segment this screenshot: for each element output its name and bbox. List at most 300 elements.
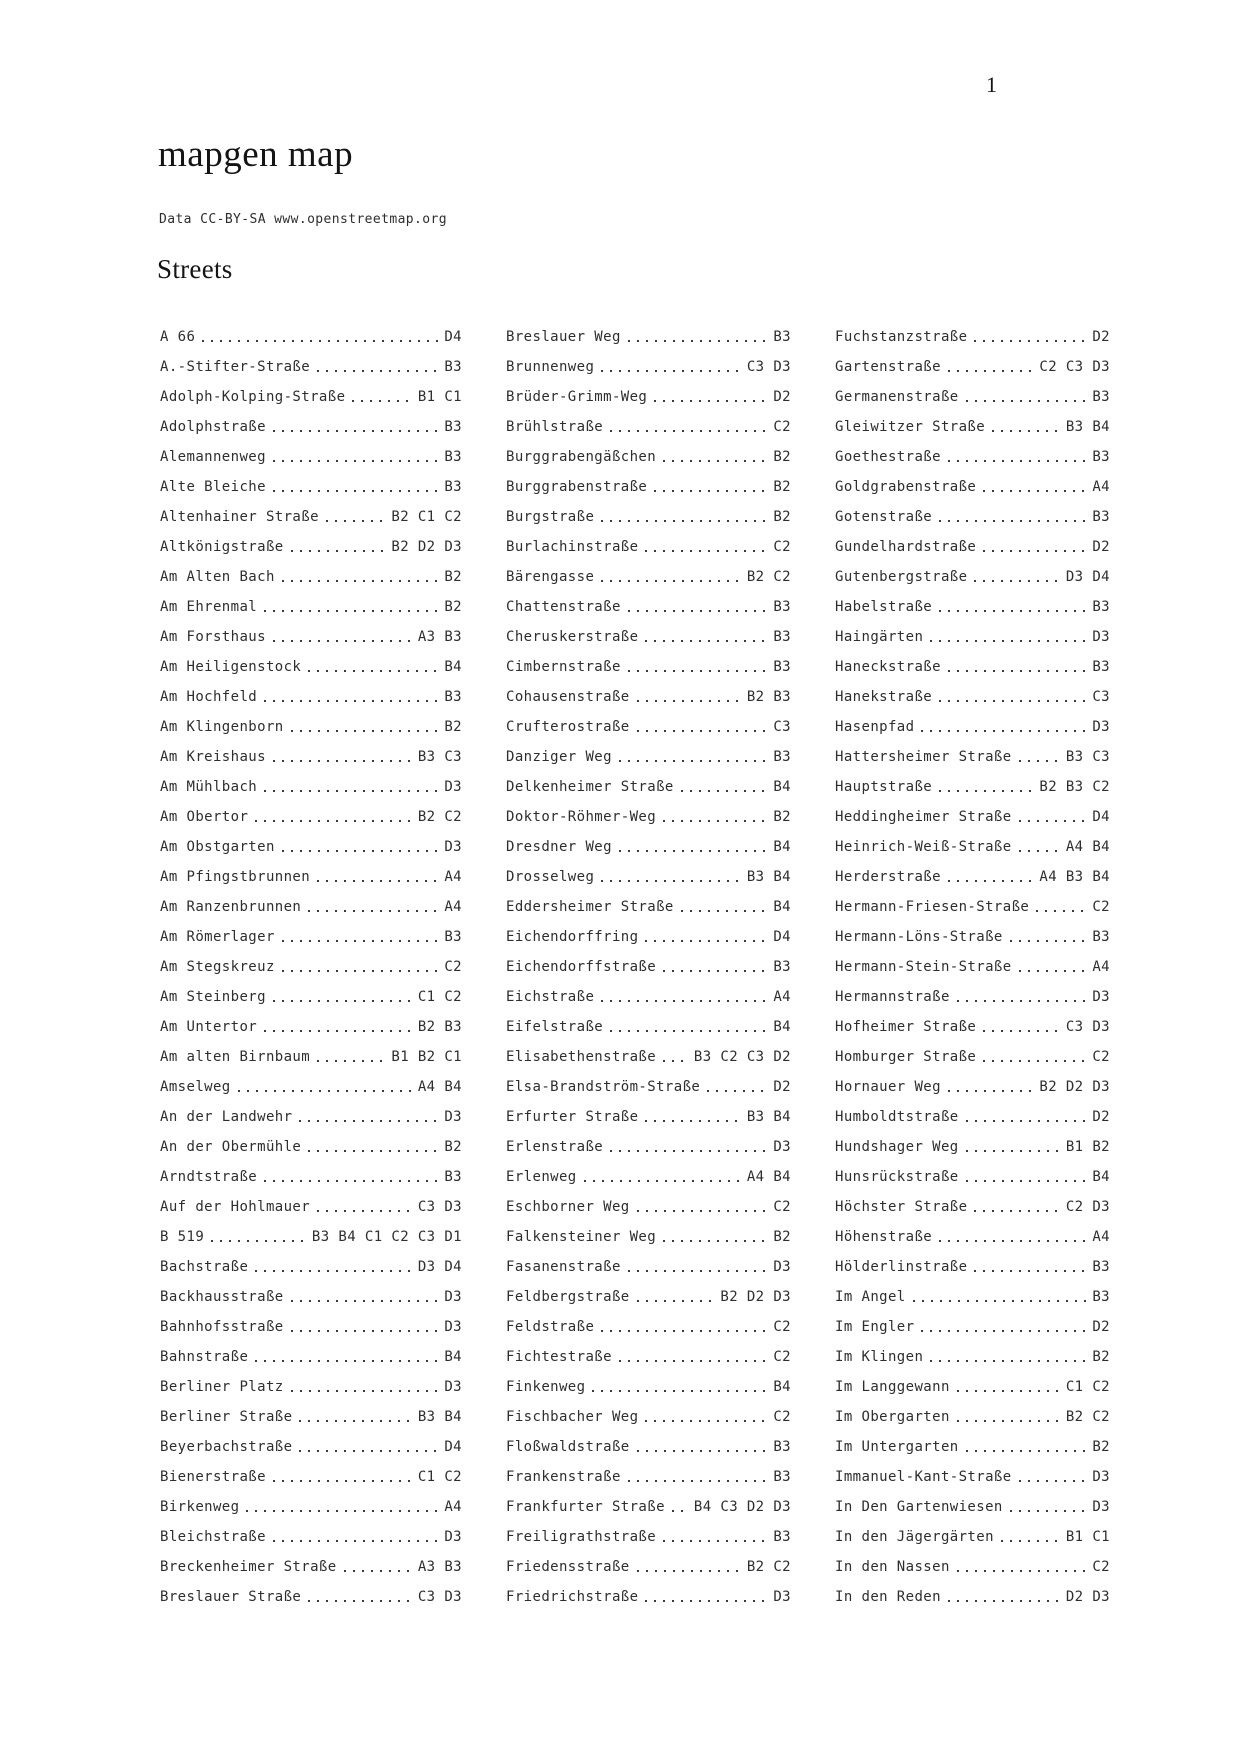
grid-ref: C2 D3: [1065, 1199, 1110, 1215]
street-row: [160, 1312, 462, 1342]
dot-leader: [930, 1360, 1088, 1362]
street-name: Hornauer Weg: [835, 1079, 941, 1095]
street-row: [835, 1342, 1110, 1372]
grid-ref: D4: [444, 1439, 462, 1455]
street-row: [506, 1342, 791, 1372]
street-row: [160, 1252, 462, 1282]
grid-ref: B4: [773, 899, 791, 915]
grid-ref: D3 D4: [417, 1259, 462, 1275]
grid-ref: B3: [773, 629, 791, 645]
dot-leader: [913, 1300, 1089, 1302]
street-name: Am Kreishaus: [160, 749, 266, 765]
dot-leader: [264, 790, 440, 792]
street-row: [506, 952, 791, 982]
street-row: [506, 1432, 791, 1462]
dot-leader: [273, 1000, 414, 1002]
dot-leader: [299, 1120, 440, 1122]
grid-ref: A4: [1092, 1229, 1110, 1245]
dot-leader: [663, 970, 769, 972]
grid-ref: B2: [773, 809, 791, 825]
street-name: Hasenpfad: [835, 719, 915, 735]
street-row: [160, 802, 462, 832]
grid-ref: B2 D2 D3: [1039, 1079, 1110, 1095]
street-row: [160, 982, 462, 1012]
grid-ref: B1 B2 C1: [391, 1049, 462, 1065]
grid-ref: B3: [1092, 599, 1110, 615]
street-row: [835, 1192, 1110, 1222]
street-row: [160, 382, 462, 412]
grid-ref: B3 B4: [1065, 419, 1110, 435]
grid-ref: C3: [1092, 689, 1110, 705]
street-name: Goldgrabenstraße: [835, 479, 977, 495]
street-row: [835, 862, 1110, 892]
street-row: [506, 832, 791, 862]
street-row: [835, 1162, 1110, 1192]
grid-ref: C2: [1092, 1049, 1110, 1065]
grid-ref: B3: [773, 1439, 791, 1455]
street-row: [506, 1132, 791, 1162]
street-name: Haneckstraße: [835, 659, 941, 675]
dot-leader: [610, 1030, 769, 1032]
grid-ref: D3: [444, 779, 462, 795]
street-name: Im Obergarten: [835, 1409, 950, 1425]
street-row: [160, 712, 462, 742]
street-name: Bleichstraße: [160, 1529, 266, 1545]
street-row: [506, 982, 791, 1012]
dot-leader: [645, 640, 769, 642]
street-row: [835, 382, 1110, 412]
dot-leader: [948, 1600, 1062, 1602]
grid-ref: B3: [1092, 509, 1110, 525]
street-name: Cohausenstraße: [506, 689, 630, 705]
street-row: [835, 1222, 1110, 1252]
grid-ref: B3 C3: [1065, 749, 1110, 765]
grid-ref: B3: [1092, 1289, 1110, 1305]
street-row: [506, 412, 791, 442]
street-row: [160, 892, 462, 922]
grid-ref: D3 D4: [1065, 569, 1110, 585]
dot-leader: [654, 490, 769, 492]
grid-ref: B3: [1092, 659, 1110, 675]
grid-ref: D4: [1092, 809, 1110, 825]
grid-ref: B4: [773, 839, 791, 855]
street-row: [160, 952, 462, 982]
street-name: In den Nassen: [835, 1559, 950, 1575]
street-row: [835, 1402, 1110, 1432]
grid-ref: B4 C3 D2 D3: [693, 1499, 791, 1515]
grid-ref: B3 B4: [746, 1109, 791, 1125]
dot-leader: [974, 1270, 1088, 1272]
street-row: [160, 832, 462, 862]
dot-leader: [948, 370, 1035, 372]
street-name: Auf der Hohlmauer: [160, 1199, 311, 1215]
street-name: Goethestraße: [835, 449, 941, 465]
street-row: [506, 1192, 791, 1222]
street-name: Gundelhardstraße: [835, 539, 977, 555]
street-name: B 519: [160, 1229, 205, 1245]
grid-ref: D3: [444, 1289, 462, 1305]
street-name: Gartenstraße: [835, 359, 941, 375]
dot-leader: [291, 730, 441, 732]
dot-leader: [308, 910, 440, 912]
dot-leader: [291, 1390, 441, 1392]
street-name: Eschborner Weg: [506, 1199, 630, 1215]
street-name: Burggrabenstraße: [506, 479, 648, 495]
street-row: [835, 412, 1110, 442]
street-row: [160, 1552, 462, 1582]
grid-ref: B3: [1092, 1259, 1110, 1275]
street-name: Am Mühlbach: [160, 779, 258, 795]
dot-leader: [957, 1570, 1089, 1572]
street-row: [835, 562, 1110, 592]
data-credit-line: Data CC-BY-SA www.openstreetmap.org: [159, 212, 447, 227]
grid-ref: B3 B4 C1 C2 C3 D1: [311, 1229, 462, 1245]
grid-ref: B3: [1092, 449, 1110, 465]
street-name: Dresdner Weg: [506, 839, 612, 855]
grid-ref: C3 D3: [417, 1199, 462, 1215]
street-row: [506, 1402, 791, 1432]
street-row: [160, 412, 462, 442]
grid-ref: C3 D3: [1065, 1019, 1110, 1035]
street-row: [835, 622, 1110, 652]
street-row: [160, 1462, 462, 1492]
street-row: [160, 682, 462, 712]
grid-ref: D3: [444, 1319, 462, 1335]
dot-leader: [601, 880, 743, 882]
dot-leader: [610, 430, 769, 432]
grid-ref: C2: [773, 1409, 791, 1425]
grid-ref: C2 C3 D3: [1039, 359, 1110, 375]
street-name: Floßwaldstraße: [506, 1439, 630, 1455]
street-name: Erfurter Straße: [506, 1109, 639, 1125]
grid-ref: B3: [444, 479, 462, 495]
street-name: Birkenweg: [160, 1499, 240, 1515]
dot-leader: [707, 1090, 769, 1092]
street-row: [835, 922, 1110, 952]
grid-ref: D2: [1092, 539, 1110, 555]
street-name: Am Alten Bach: [160, 569, 275, 585]
street-row: [835, 502, 1110, 532]
grid-ref: C2: [1092, 1559, 1110, 1575]
dot-leader: [255, 1360, 440, 1362]
grid-ref: B2 B3: [417, 1019, 462, 1035]
dot-leader: [948, 460, 1088, 462]
grid-ref: B3: [444, 689, 462, 705]
street-row: [835, 742, 1110, 772]
dot-leader: [681, 790, 770, 792]
street-name: Breslauer Straße: [160, 1589, 302, 1605]
streets-section-heading: Streets: [157, 254, 233, 284]
street-name: Bahnstraße: [160, 1349, 249, 1365]
dot-leader: [211, 1240, 308, 1242]
grid-ref: A4: [1092, 959, 1110, 975]
dot-leader: [983, 550, 1088, 552]
grid-ref: B3: [773, 659, 791, 675]
dot-leader: [992, 430, 1062, 432]
grid-ref: B1 B2: [1065, 1139, 1110, 1155]
street-row: [506, 1552, 791, 1582]
dot-leader: [974, 340, 1088, 342]
dot-leader: [645, 550, 769, 552]
street-name: Habelstraße: [835, 599, 933, 615]
street-row: [160, 562, 462, 592]
grid-ref: B3: [773, 749, 791, 765]
street-row: [506, 472, 791, 502]
grid-ref: B3 C3: [417, 749, 462, 765]
street-name: Hermannstraße: [835, 989, 950, 1005]
dot-leader: [299, 1420, 413, 1422]
street-row: [506, 1072, 791, 1102]
street-name: Berliner Platz: [160, 1379, 284, 1395]
dot-leader: [1019, 820, 1089, 822]
dot-leader: [637, 700, 743, 702]
grid-ref: B3 B4: [417, 1409, 462, 1425]
grid-ref: B2 C2: [746, 569, 791, 585]
street-row: [835, 1582, 1110, 1612]
street-name: Friedensstraße: [506, 1559, 630, 1575]
street-row: [160, 1102, 462, 1132]
grid-ref: A4 B3 B4: [1039, 869, 1110, 885]
street-row: [506, 1522, 791, 1552]
dot-leader: [628, 1270, 770, 1272]
dot-leader: [645, 1600, 769, 1602]
street-row: [835, 592, 1110, 622]
street-name: Frankenstraße: [506, 1469, 621, 1485]
street-row: [160, 1132, 462, 1162]
street-name: Am Hochfeld: [160, 689, 258, 705]
dot-leader: [273, 460, 440, 462]
street-row: [160, 472, 462, 502]
dot-leader: [966, 400, 1089, 402]
grid-ref: C2: [444, 959, 462, 975]
street-name: A.-Stifter-Straße: [160, 359, 311, 375]
grid-ref: B2: [444, 1139, 462, 1155]
dot-leader: [672, 1510, 690, 1512]
grid-ref: B2 C2: [746, 1559, 791, 1575]
grid-ref: B3: [773, 1529, 791, 1545]
dot-leader: [1010, 1510, 1089, 1512]
dot-leader: [645, 940, 769, 942]
grid-ref: B2: [1092, 1349, 1110, 1365]
grid-ref: D3: [444, 839, 462, 855]
street-row: [506, 1222, 791, 1252]
street-row: [506, 1312, 791, 1342]
grid-ref: C2: [773, 1199, 791, 1215]
street-name: Eddersheimer Straße: [506, 899, 674, 915]
dot-leader: [291, 1330, 441, 1332]
street-name: Altenhainer Straße: [160, 509, 319, 525]
grid-ref: C3 D3: [417, 1589, 462, 1605]
dot-leader: [983, 1060, 1088, 1062]
street-row: [835, 1102, 1110, 1132]
grid-ref: B3: [773, 1469, 791, 1485]
street-row: [506, 922, 791, 952]
grid-ref: A4 B4: [1065, 839, 1110, 855]
street-name: Am alten Birnbaum: [160, 1049, 311, 1065]
grid-ref: A4 B4: [417, 1079, 462, 1095]
dot-leader: [637, 1300, 717, 1302]
dot-leader: [1019, 1480, 1089, 1482]
street-index-column-3: [835, 322, 1110, 1612]
dot-leader: [654, 400, 769, 402]
street-name: In den Jägergärten: [835, 1529, 994, 1545]
grid-ref: B4: [444, 659, 462, 675]
dot-leader: [291, 1300, 441, 1302]
dot-leader: [983, 1030, 1062, 1032]
street-row: [160, 442, 462, 472]
street-name: Am Untertor: [160, 1019, 258, 1035]
grid-ref: B2: [444, 719, 462, 735]
dot-leader: [273, 1540, 440, 1542]
street-row: [835, 832, 1110, 862]
dot-leader: [317, 1210, 414, 1212]
grid-ref: D3: [1092, 1499, 1110, 1515]
dot-leader: [957, 1420, 1062, 1422]
grid-ref: D2: [773, 389, 791, 405]
grid-ref: B2: [773, 1229, 791, 1245]
dot-leader: [681, 910, 770, 912]
street-row: [835, 1432, 1110, 1462]
grid-ref: C1 C2: [1065, 1379, 1110, 1395]
grid-ref: C3 D3: [746, 359, 791, 375]
grid-ref: D2 D3: [1065, 1589, 1110, 1605]
street-name: Fichtestraße: [506, 1349, 612, 1365]
grid-ref: B4: [773, 1019, 791, 1035]
grid-ref: D4: [444, 329, 462, 345]
street-name: Hundshager Weg: [835, 1139, 959, 1155]
dot-leader: [601, 370, 743, 372]
street-name: Crufterostraße: [506, 719, 630, 735]
street-name: Am Ranzenbrunnen: [160, 899, 302, 915]
dot-leader: [637, 1210, 770, 1212]
street-name: Feldbergstraße: [506, 1289, 630, 1305]
street-row: [835, 802, 1110, 832]
street-name: Humboldtstraße: [835, 1109, 959, 1125]
street-name: Herderstraße: [835, 869, 941, 885]
dot-leader: [308, 670, 440, 672]
grid-ref: B2: [444, 569, 462, 585]
dot-leader: [619, 1360, 769, 1362]
street-row: [835, 322, 1110, 352]
street-name: Fasanenstraße: [506, 1259, 621, 1275]
street-row: [160, 592, 462, 622]
street-row: [506, 652, 791, 682]
grid-ref: C1 C2: [417, 989, 462, 1005]
dot-leader: [1019, 970, 1089, 972]
street-row: [506, 1252, 791, 1282]
street-name: Cimbernstraße: [506, 659, 621, 675]
dot-leader: [1010, 940, 1089, 942]
dot-leader: [628, 340, 770, 342]
street-name: Breslauer Weg: [506, 329, 621, 345]
grid-ref: B3 C2 C3 D2: [693, 1049, 791, 1065]
street-name: Brühlstraße: [506, 419, 604, 435]
street-name: Finkenweg: [506, 1379, 586, 1395]
grid-ref: D3: [1092, 989, 1110, 1005]
grid-ref: B4: [773, 1379, 791, 1395]
street-name: Brüder-Grimm-Weg: [506, 389, 648, 405]
street-name: Fischbacher Weg: [506, 1409, 639, 1425]
street-row: [835, 1132, 1110, 1162]
dot-leader: [1019, 760, 1062, 762]
dot-leader: [663, 1240, 769, 1242]
street-name: Am Ehrenmal: [160, 599, 258, 615]
street-row: [506, 742, 791, 772]
dot-leader: [628, 670, 770, 672]
grid-ref: B2 C2: [1065, 1409, 1110, 1425]
dot-leader: [584, 1180, 743, 1182]
dot-leader: [264, 1180, 440, 1182]
dot-leader: [619, 760, 769, 762]
street-index-column-1: [160, 322, 462, 1612]
dot-leader: [637, 730, 770, 732]
street-name: Elsa-Brandström-Straße: [506, 1079, 701, 1095]
grid-ref: B2: [444, 599, 462, 615]
street-row: [506, 1102, 791, 1132]
grid-ref: C2: [773, 1319, 791, 1335]
street-row: [160, 352, 462, 382]
street-row: [835, 1522, 1110, 1552]
street-name: Hattersheimer Straße: [835, 749, 1012, 765]
grid-ref: A4: [444, 869, 462, 885]
street-name: Höchster Straße: [835, 1199, 968, 1215]
dot-leader: [238, 1090, 414, 1092]
street-row: [835, 1012, 1110, 1042]
street-name: Drosselweg: [506, 869, 595, 885]
dot-leader: [246, 1510, 440, 1512]
grid-ref: C2: [773, 539, 791, 555]
street-row: [835, 1492, 1110, 1522]
street-name: Frankfurter Straße: [506, 1499, 665, 1515]
grid-ref: C2: [1092, 899, 1110, 915]
street-name: Doktor-Röhmer-Weg: [506, 809, 657, 825]
street-name: Gutenbergstraße: [835, 569, 968, 585]
grid-ref: B3: [444, 929, 462, 945]
dot-leader: [273, 640, 414, 642]
street-index: [160, 322, 1110, 1612]
street-row: [160, 1192, 462, 1222]
dot-leader: [291, 550, 388, 552]
street-name: Friedrichstraße: [506, 1589, 639, 1605]
street-name: Bahnhofsstraße: [160, 1319, 284, 1335]
street-name: Eifelstraße: [506, 1019, 604, 1035]
dot-leader: [273, 490, 440, 492]
street-name: Am Forsthaus: [160, 629, 266, 645]
dot-leader: [326, 520, 387, 522]
grid-ref: D2: [1092, 1319, 1110, 1335]
street-row: [506, 322, 791, 352]
dot-leader: [663, 460, 769, 462]
grid-ref: B4: [444, 1349, 462, 1365]
street-name: Hölderlinstraße: [835, 1259, 968, 1275]
street-name: Feldstraße: [506, 1319, 595, 1335]
street-name: An der Landwehr: [160, 1109, 293, 1125]
street-row: [160, 1402, 462, 1432]
grid-ref: B2: [773, 449, 791, 465]
page-title: mapgen map: [158, 134, 354, 175]
street-name: Berliner Straße: [160, 1409, 293, 1425]
grid-ref: B2 B3: [746, 689, 791, 705]
street-name: Heinrich-Weiß-Straße: [835, 839, 1012, 855]
street-name: Im Klingen: [835, 1349, 924, 1365]
dot-leader: [592, 1390, 769, 1392]
street-row: [506, 802, 791, 832]
street-row: [160, 862, 462, 892]
street-name: Am Römerlager: [160, 929, 275, 945]
street-name: Alemannenweg: [160, 449, 266, 465]
street-row: [506, 622, 791, 652]
street-row: [835, 892, 1110, 922]
